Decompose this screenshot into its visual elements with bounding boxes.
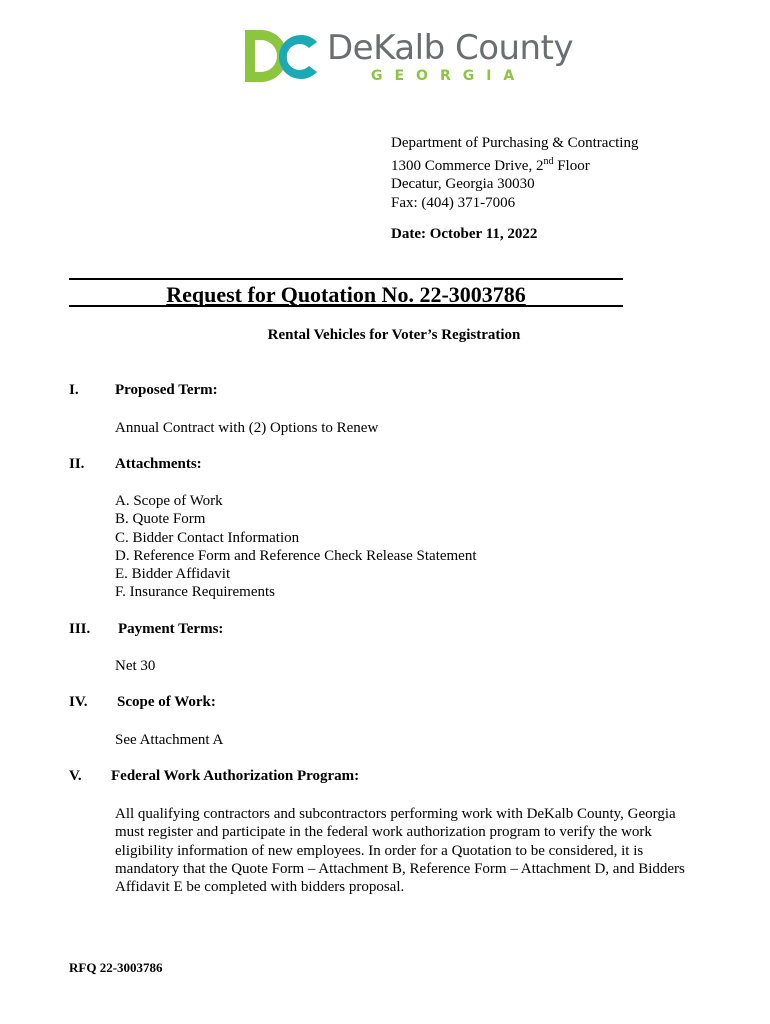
section-heading: Proposed Term: <box>115 382 218 398</box>
list-item: B. Quote Form <box>115 511 206 528</box>
list-item: E. Bidder Affidavit <box>115 566 231 583</box>
logo-name: DeKalb County <box>327 28 574 68</box>
address-floor: Floor <box>553 157 590 174</box>
address-line-2 <box>391 153 638 176</box>
section-heading: Scope of Work: <box>117 694 216 710</box>
section-body-line: See Attachment A <box>115 732 224 748</box>
title-rule-top <box>69 278 623 280</box>
section-number: III. <box>69 621 91 637</box>
list-item: A. Scope of Work <box>115 493 223 509</box>
section-number: V. <box>69 768 82 784</box>
document-date: Date: October 11, 2022 <box>391 226 538 242</box>
section-number: I. <box>69 382 79 398</box>
dekalb-county-logo <box>241 24 574 90</box>
address-line-1: Department of Purchasing & Contracting <box>391 135 639 151</box>
list-item: D. Reference Form and Reference Check Release Statement <box>115 547 477 564</box>
page-footer: RFQ 22-3003786 <box>69 960 163 975</box>
page-title: Request for Quotation No. 22-3003786 <box>166 282 526 307</box>
logo-state: GEORGIA <box>371 68 527 84</box>
paragraph-line: All qualifying contractors and subcontractors performing work with DeKalb County, Georgia <box>115 806 676 822</box>
section-heading: Payment Terms: <box>118 621 224 637</box>
list-item: F. Insurance Requirements <box>115 584 276 601</box>
list-item: C. Bidder Contact Information <box>115 529 300 546</box>
address-ordinal: nd <box>543 155 554 167</box>
address-block <box>391 134 638 212</box>
address-line-3: Decatur, Georgia 30030 <box>391 176 535 192</box>
attachments-list <box>115 492 477 602</box>
section-paragraph <box>115 805 715 896</box>
title-rule-bottom <box>69 305 623 307</box>
section-number: IV. <box>69 694 88 710</box>
dc-monogram-icon <box>241 26 323 88</box>
section-heading: Attachments: <box>115 456 202 472</box>
paragraph-line: eligibility information of new employees. In order for a Quotation to be considered, it is <box>115 842 644 859</box>
section-number: II. <box>69 456 85 472</box>
page-subtitle: Rental Vehicles for Voter’s Registration <box>267 327 521 343</box>
section-heading: Federal Work Authorization Program: <box>111 768 360 784</box>
paragraph-line: mandatory that the Quote Form – Attachment B, Reference Form – Attachment D, and Bidders <box>115 860 685 877</box>
address-line-4: Fax: (404) 371-7006 <box>391 194 516 211</box>
address-street: 1300 Commerce Drive, 2 <box>391 157 544 174</box>
section-body-line: Annual Contract with (2) Options to Renew <box>115 420 379 436</box>
section-body-line: Net 30 <box>115 658 156 674</box>
paragraph-line: must register and participate in the federal work authorization program to verify the work <box>115 824 652 841</box>
paragraph-line: Affidavit E be completed with bidders proposal. <box>115 879 405 896</box>
